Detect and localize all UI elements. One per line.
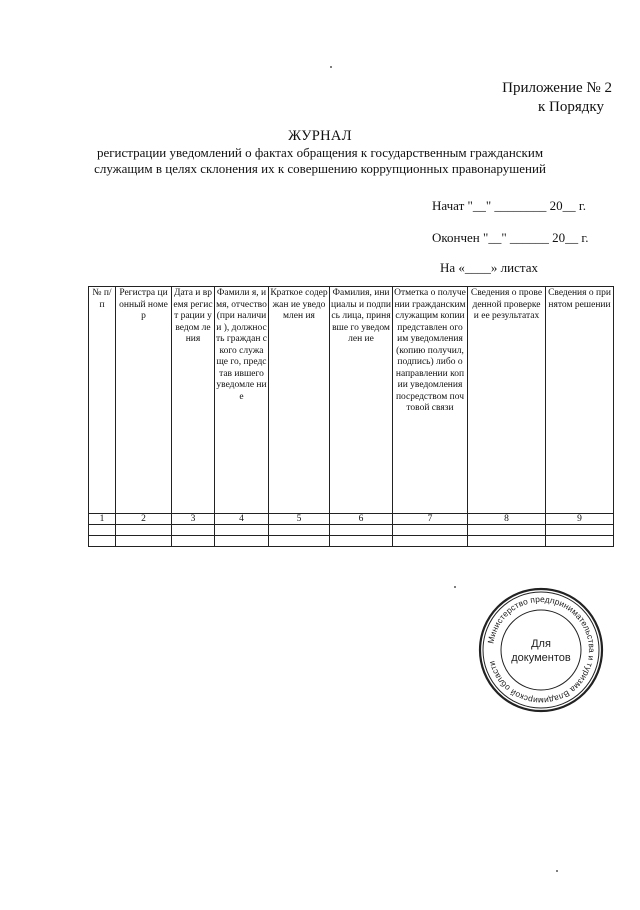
journal-ended-line: Окончен "__" ______ 20__ г. [432, 230, 589, 245]
document-subtitle-line-1: регистрации уведомлений о фактах обращения к государственным гражданским [96, 145, 544, 160]
table-cell [393, 536, 468, 547]
column-number-cell: 5 [269, 514, 330, 525]
table-cell [215, 536, 269, 547]
table-cell [330, 536, 393, 547]
table-header-cell: Отметка о получении гражданским служащим копии представлен ого им уведомления (копию получил, подпись) либо о направлении копии уведомления посредством почтовой связи [393, 287, 468, 514]
table-cell [89, 525, 116, 536]
document-title: ЖУРНАЛ [288, 128, 352, 144]
scan-speck [454, 586, 456, 588]
table-header-cell: Фамили я, имя, отчество (при наличии ), должнос ть граждан ского служаще го, представ ившего уведомле ние [215, 287, 269, 514]
table-cell [116, 536, 172, 547]
table-cell [468, 536, 546, 547]
table-header-cell: Сведения о проведенной проверке и ее результатах [468, 287, 546, 514]
stamp-inner-ring [501, 610, 581, 690]
table-header-cell: Дата и время регист рации уведом ления [172, 287, 215, 514]
stamp-outer-ring-inner-line [483, 592, 599, 708]
table-cell [269, 536, 330, 547]
table-header-cell: № п/п [89, 287, 116, 514]
table-cell [215, 525, 269, 536]
appendix-number: Приложение № 2 [502, 80, 612, 96]
table-cell [172, 536, 215, 547]
scan-speck [556, 870, 558, 872]
column-number-cell: 8 [468, 514, 546, 525]
stamp-center-line-2: документов [511, 652, 571, 664]
column-number-cell: 3 [172, 514, 215, 525]
table-header-cell: Фамилия, инициалы и подпись лица, принявше го уведомлен ие [330, 287, 393, 514]
table-cell [393, 525, 468, 536]
document-subtitle-line-2: служащим в целях склонения их к совершению коррупционных правонарушений [94, 161, 546, 176]
table-cell [546, 525, 614, 536]
journal-table [88, 286, 614, 547]
table-row [89, 525, 614, 536]
table-header-cell: Регистра ционный номер [116, 287, 172, 514]
table-cell [172, 525, 215, 536]
table-header-row [89, 287, 614, 514]
table-cell [89, 536, 116, 547]
table-cell [330, 525, 393, 536]
table-header-cell: Сведения о принятом решении [546, 287, 614, 514]
appendix-order-ref: к Порядку [538, 99, 604, 115]
document-heading [60, 128, 580, 177]
appendix-reference [502, 79, 612, 117]
column-number-row [89, 514, 614, 525]
column-number-cell: 9 [546, 514, 614, 525]
column-number-cell: 6 [330, 514, 393, 525]
column-number-cell: 1 [89, 514, 116, 525]
stamp-ring-text: Министерство предпринимательства и туризма Владимирской области [485, 593, 598, 707]
table-cell [116, 525, 172, 536]
table-row [89, 536, 614, 547]
official-stamp [477, 586, 605, 714]
journal-started-line: Начат "__" ________ 20__ г. [432, 198, 587, 213]
stamp-outer-ring [480, 589, 602, 711]
journal-sheets-line: На «____» листах [440, 260, 538, 275]
table-cell [468, 525, 546, 536]
column-number-cell: 7 [393, 514, 468, 525]
column-number-cell: 2 [116, 514, 172, 525]
scan-speck [330, 66, 332, 68]
table-cell [269, 525, 330, 536]
table-header-cell: Краткое содержан ие уведомлен ия [269, 287, 330, 514]
table-cell [546, 536, 614, 547]
stamp-center-line-1: Для [531, 638, 551, 650]
column-number-cell: 4 [215, 514, 269, 525]
